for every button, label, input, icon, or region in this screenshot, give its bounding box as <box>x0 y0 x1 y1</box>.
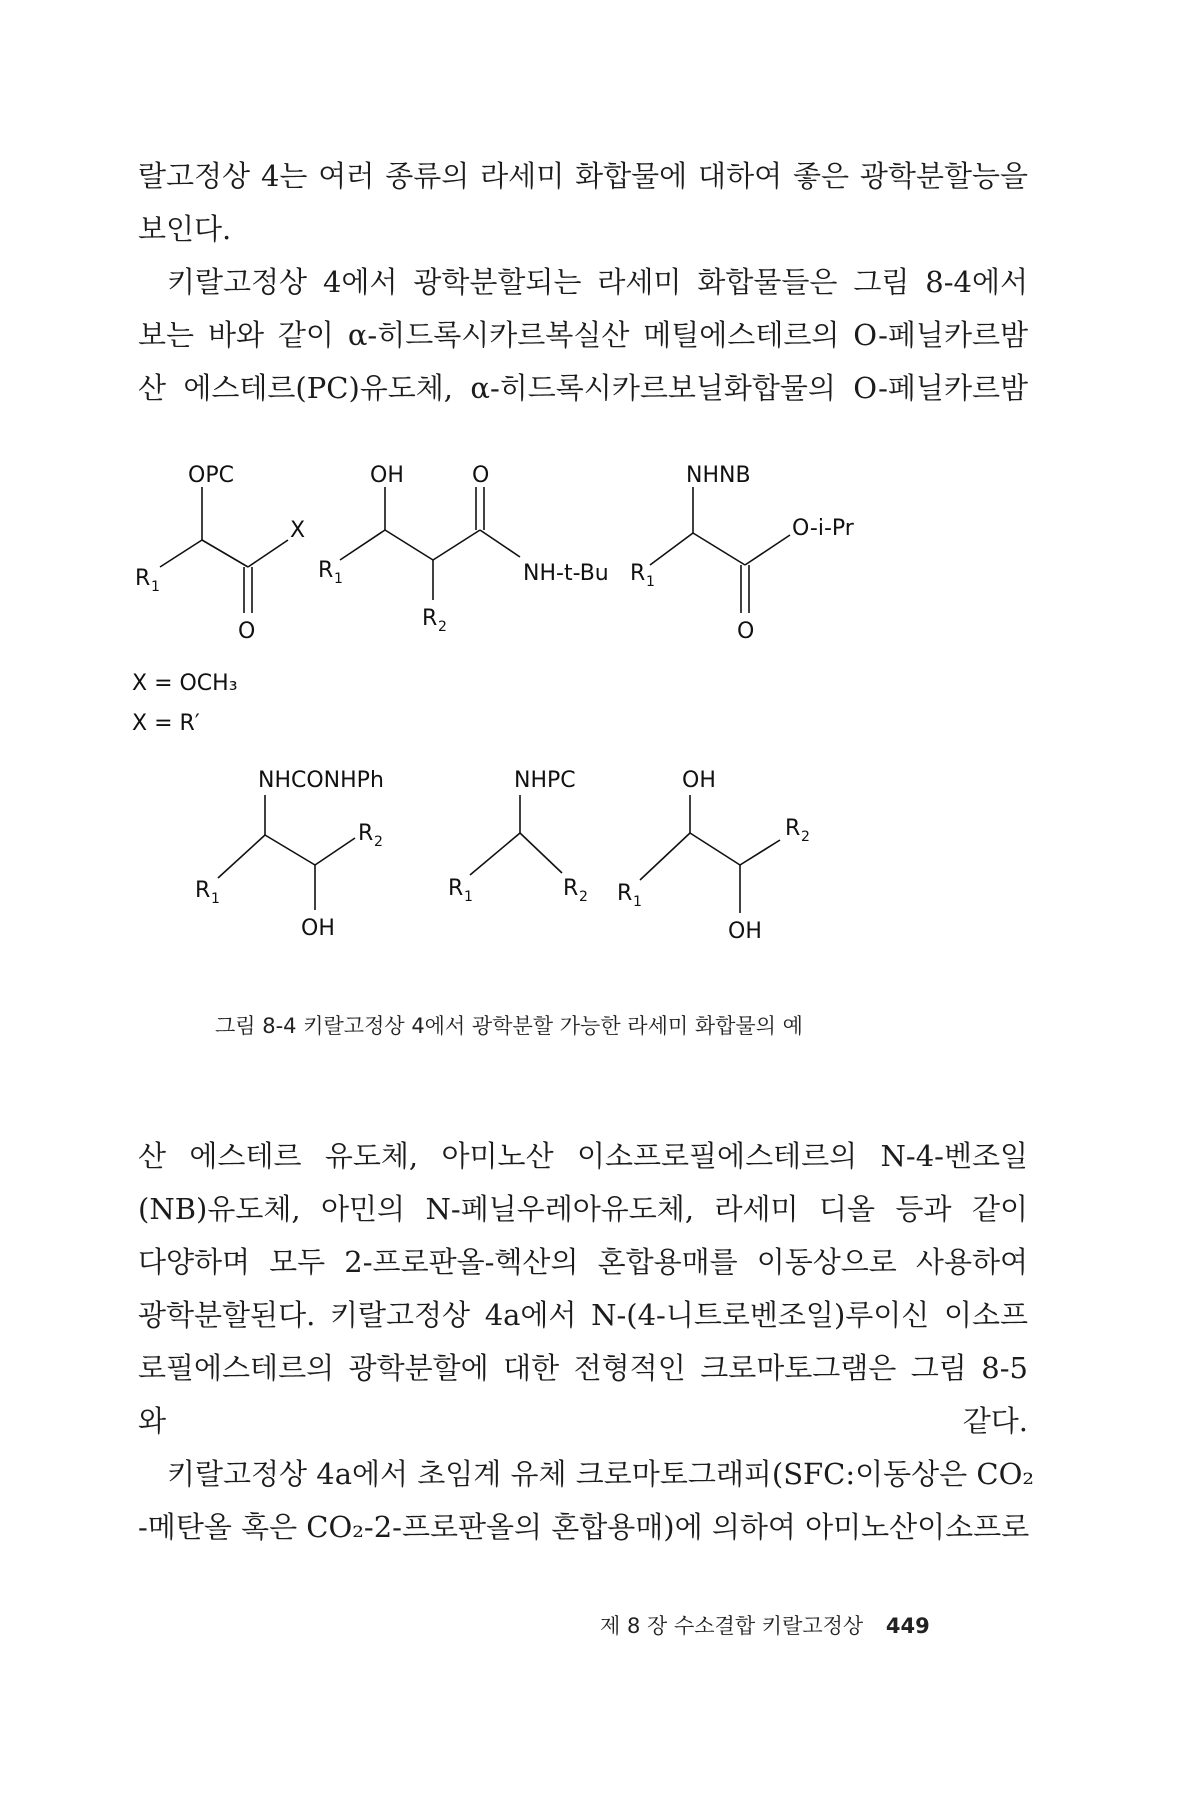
paragraph-intro <box>138 256 1028 415</box>
label-r2: R <box>785 816 801 841</box>
label-r2-sub: 2 <box>438 619 447 635</box>
structures-svg <box>130 455 1030 975</box>
label-o: O <box>238 619 256 644</box>
label-nhconhph: NHCONHPh <box>258 768 384 793</box>
page-footer <box>600 1610 930 1640</box>
structure-diol <box>617 768 810 944</box>
text-line: -메탄올 혹은 CO₂-2-프로판올의 혼합용매)에 의하여 아미노산이소프로 <box>138 1510 1030 1544</box>
label-r1-sub: 1 <box>211 891 220 907</box>
paragraph-mid <box>138 1130 1028 1448</box>
structure-hydroxy-amide <box>318 463 609 635</box>
chapter-title: 제 8 장 수소결합 키랄고정상 <box>600 1614 864 1638</box>
structure-amino-ester <box>630 463 855 644</box>
x-definition-1: X = OCH₃ <box>132 671 238 696</box>
paragraph-continuation <box>138 150 1028 256</box>
label-r1-sub: 1 <box>464 889 473 905</box>
structure-opc-ester <box>135 463 305 644</box>
label-r1: R <box>448 876 464 901</box>
label-nhnb: NHNB <box>686 463 751 488</box>
paragraph-bottom <box>138 1448 1035 1554</box>
page-number: 449 <box>885 1614 930 1638</box>
label-r2: R <box>422 606 438 631</box>
text-line: 키랄고정상 4a에서 초임계 유체 크로마토그래피(SFC:이동상은 CO₂ <box>167 1457 1035 1491</box>
label-r2-sub: 2 <box>374 834 383 850</box>
label-o: O <box>472 463 490 488</box>
label-oh: OH <box>728 919 762 944</box>
text-line: 보인다. <box>138 212 232 246</box>
text-line: 광학분할된다. 키랄고정상 4a에서 N-(4-니트로벤조일)루이신 이소프 <box>138 1298 1028 1332</box>
label-r1: R <box>135 566 151 591</box>
label-r1-sub: 1 <box>633 894 642 910</box>
text-line: 랄고정상 4는 여러 종류의 라세미 화합물에 대하여 좋은 광학분할능을 <box>138 159 1028 193</box>
label-r1: R <box>617 881 633 906</box>
text-line: 보는 바와 같이 α-히드록시카르복실산 메틸에스테르의 O-페닐카르밤 <box>138 318 1028 352</box>
label-nh-t-bu: NH-t-Bu <box>523 561 609 586</box>
label-r1-sub: 1 <box>334 571 343 587</box>
label-opc: OPC <box>188 463 234 488</box>
text-line: 다양하며 모두 2-프로판올-헥산의 혼합용매를 이동상으로 사용하여 <box>138 1245 1028 1279</box>
label-nhpc: NHPC <box>514 768 576 793</box>
label-x: X <box>290 518 306 543</box>
label-r1: R <box>318 558 334 583</box>
label-o-i-pr: O-i-Pr <box>792 516 854 541</box>
structure-urea <box>195 768 384 941</box>
structure-carbamate <box>448 768 588 905</box>
text-line: (NB)유도체, 아민의 N-페닐우레아유도체, 라세미 디올 등과 같이 <box>138 1192 1028 1226</box>
label-r1-sub: 1 <box>151 579 160 595</box>
label-r2: R <box>358 821 374 846</box>
label-r1-sub: 1 <box>646 574 655 590</box>
x-definition-2: X = R′ <box>132 711 200 736</box>
text-line: 로필에스테르의 광학분할에 대한 전형적인 크로마토그램은 그림 8-5 <box>138 1351 1028 1385</box>
chemical-structures-figure <box>130 455 1030 975</box>
text-line: 와 같다. <box>138 1404 1028 1438</box>
label-oh: OH <box>370 463 404 488</box>
label-r2: R <box>563 876 579 901</box>
label-r1: R <box>630 561 646 586</box>
label-oh: OH <box>301 916 335 941</box>
label-o: O <box>737 619 755 644</box>
label-r1: R <box>195 878 211 903</box>
label-r2-sub: 2 <box>801 829 810 845</box>
text-line: 산 에스테르(PC)유도체, α-히드록시카르보닐화합물의 O-페닐카르밤 <box>138 371 1028 405</box>
label-r2-sub: 2 <box>579 889 588 905</box>
label-oh: OH <box>682 768 716 793</box>
text-line: 산 에스테르 유도체, 아미노산 이소프로필에스테르의 N-4-벤조일 <box>138 1139 1028 1173</box>
text-line: 키랄고정상 4에서 광학분할되는 라세미 화합물들은 그림 8-4에서 <box>167 265 1028 299</box>
figure-caption: 그림 8-4 키랄고정상 4에서 광학분할 가능한 라세미 화합물의 예 <box>215 1014 803 1038</box>
